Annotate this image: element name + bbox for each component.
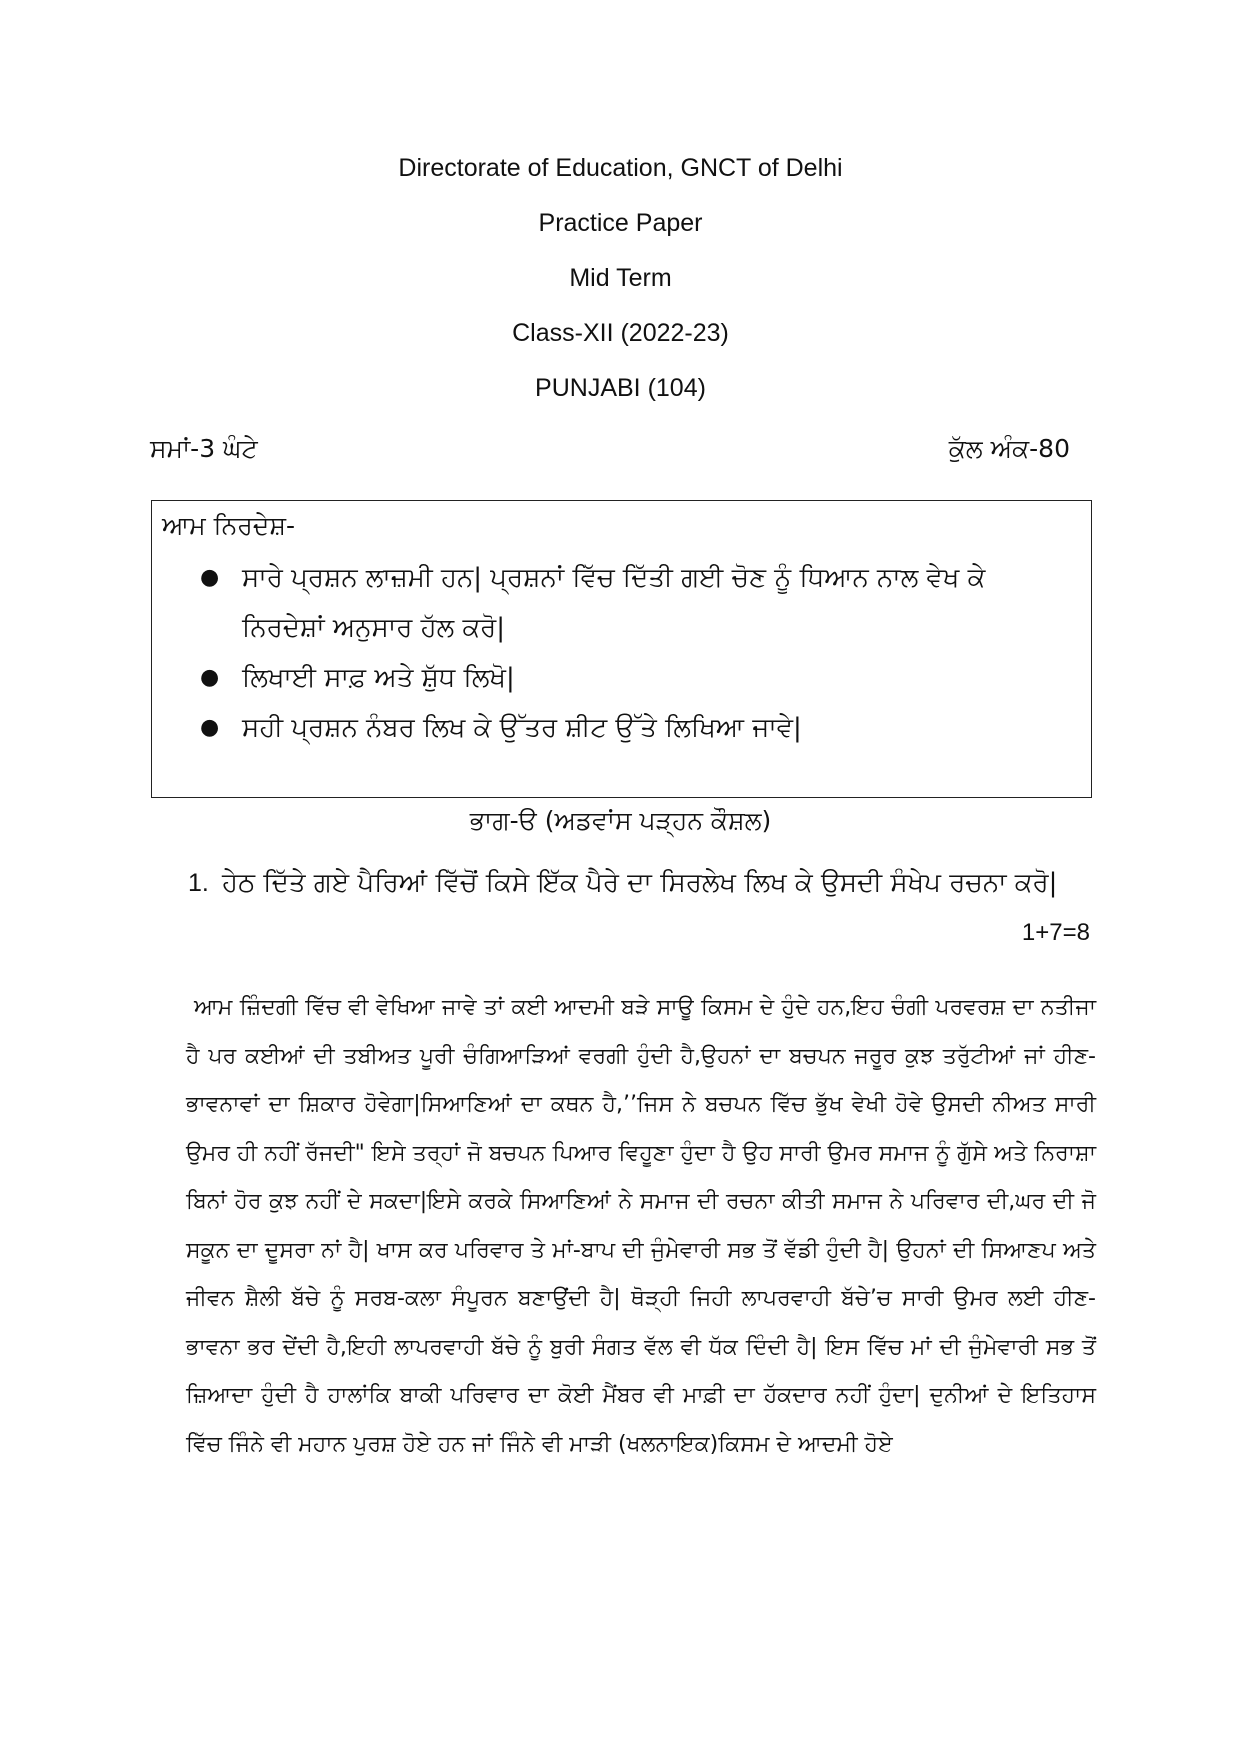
exam-time: ਸਮਾਂ-3 ਘੰਟੇ — [150, 434, 258, 463]
question-marks: 1+7=8 — [1021, 919, 1090, 946]
header-class: Class-XII (2022-23) — [512, 319, 729, 347]
bullet-icon: ● — [200, 665, 220, 690]
reading-passage: ਆਮ ਜ਼ਿੰਦਗੀ ਵਿੱਚ ਵੀ ਵੇਖਿਆ ਜਾਵੇ ਤਾਂ ਕਈ ਆਦਮੀ ਬੜੇ ਸਾਊ ਕਿਸਮ ਦੇ ਹੁੰਦੇ ਹਨ,ਇਹ ਚੰਗੀ ਪਰਵਰਸ਼ ਦਾ ਨਤੀਜਾ ਹੈ ਪਰ ਕਈਆਂ ਦੀ ਤਬੀਅਤ ਪੂਰੀ ਚੰਗਿਆੜਿਆਂ ਵਰਗੀ ਹੁੰਦੀ ਹੈ,ਉਹਨਾਂ ਦਾ ਬਚਪਨ ਜਰੂਰ ਕੁਝ ਤਰੁੱਟੀਆਂ ਜਾਂ ਹੀਣ-ਭਾਵਨਾਵਾਂ ਦਾ ਸ਼ਿਕਾਰ ਹੋਵੇਗਾ|ਸਿਆਣਿਆਂ ਦਾ ਕਥਨ ਹੈ,’’ਜਿਸ ਨੇ ਬਚਪਨ ਵਿੱਚ ਭੁੱਖ ਵੇਖੀ ਹੋਵੇ ਉਸਦੀ ਨੀਅਤ ਸਾਰੀ ਉਮਰ ਹੀ ਨਹੀਂ ਰੱਜਦੀ" ਇਸੇ ਤਰ੍ਹਾਂ ਜੋ ਬਚਪਨ ਪਿਆਰ ਵਿਹੂਣਾ ਹੁੰਦਾ ਹੈ ਉਹ ਸਾਰੀ ਉਮਰ ਸਮਾਜ ਨੂੰ ਗੁੱਸੇ ਅਤੇ ਨਿਰਾਸ਼ਾ ਬਿਨਾਂ ਹੋਰ ਕੁਝ ਨਹੀਂ ਦੇ ਸਕਦਾ|ਇਸੇ ਕਰਕੇ ਸਿਆਣਿਆਂ ਨੇ ਸਮਾਜ ਦੀ ਰਚਨਾ ਕੀਤੀ ਸਮਾਜ ਨੇ ਪਰਿਵਾਰ ਦੀ,ਘਰ ਦੀ ਜੋ ਸਕੂਨ ਦਾ ਦੂਸਰਾ ਨਾਂ ਹੈ| ਖਾਸ ਕਰ ਪਰਿਵਾਰ ਤੇ ਮਾਂ-ਬਾਪ ਦੀ ਜੁੰਮੇਵਾਰੀ ਸਭ ਤੋਂ ਵੱਡੀ ਹੁੰਦੀ ਹੈ| ਉਹਨਾਂ ਦੀ ਸਿਆਣਪ ਅਤੇ ਜੀਵਨ ਸ਼ੈਲੀ ਬੱਚੇ ਨੂੰ ਸਰਬ-ਕਲਾ ਸੰਪੂਰਨ ਬਣਾਉਂਦੀ ਹੈ| ਥੋੜ੍ਹੀ ਜਿਹੀ ਲਾਪਰਵਾਹੀ ਬੱਚੇ’ਚ ਸਾਰੀ ਉਮਰ ਲਈ ਹੀਣ-ਭਾਵਨਾ ਭਰ ਦੇਂਦੀ ਹੈ,ਇਹੀ ਲਾਪਰਵਾਹੀ ਬੱਚੇ ਨੂੰ ਬੁਰੀ ਸੰਗਤ ਵੱਲ ਵੀ ਧੱਕ ਦਿੰਦੀ ਹੈ| ਇਸ ਵਿੱਚ ਮਾਂ ਦੀ ਜੁੰਮੇਵਾਰੀ ਸਭ ਤੋਂ ਜ਼ਿਆਦਾ ਹੁੰਦੀ ਹੈ ਹਾਲਾਂਕਿ ਬਾਕੀ ਪਰਿਵਾਰ ਦਾ ਕੋਈ ਮੈਂਬਰ ਵੀ ਮਾਫ਼ੀ ਦਾ ਹੱਕਦਾਰ ਨਹੀਂ ਹੁੰਦਾ| ਦੁਨੀਆਂ ਦੇ ਇਤਿਹਾਸ ਵਿੱਚ ਜਿੰਨੇ ਵੀ ਮਹਾਨ ਪੁਰਸ਼ ਹੋਏ ਹਨ ਜਾਂ ਜਿੰਨੇ ਵੀ ਮਾੜੀ (ਖਲਨਾਇਕ)ਕਿਸਮ ਦੇ ਆਦਮੀ ਹੋਏ — [186, 995, 1096, 1457]
question-1 — [188, 858, 1090, 946]
header-directorate: Directorate of Education, GNCT of Delhi — [398, 154, 843, 182]
header-subject: PUNJABI (104) — [535, 374, 706, 402]
question-text: ਹੇਠ ਦਿੱਤੇ ਗਏ ਪੈਰਿਆਂ ਵਿੱਚੋਂ ਕਿਸੇ ਇੱਕ ਪੈਰੇ ਦਾ ਸਿਰਲੇਖ ਲਿਖ ਕੇ ਉਸਦੀ ਸੰਖੇਪ ਰਚਨਾ ਕਰੋ| — [222, 868, 1058, 898]
general-instructions-box — [151, 500, 1092, 798]
header-term: Mid Term — [569, 264, 672, 292]
bullet-icon: ● — [200, 565, 220, 590]
instruction-text: ਲਿਖਾਈ ਸਾਫ਼ ਅਤੇ ਸ਼ੁੱਧ ਲਿਖੋ| — [242, 663, 515, 693]
exam-meta-row — [150, 432, 1070, 466]
instruction-text: ਸਾਰੇ ਪ੍ਰਸ਼ਨ ਲਾਜ਼ਮੀ ਹਨ| ਪ੍ਰਸ਼ਨਾਂ ਵਿੱਚ ਦਿੱਤੀ ਗਈ ਚੋਣ ਨੂੰ ਧਿਆਨ ਨਾਲ ਵੇਖ ਕੇ ਨਿਰਦੇਸ਼ਾਂ ਅਨੁਸਾਰ ਹੱਲ ਕਰੋ| — [242, 563, 986, 643]
header-paper-type: Practice Paper — [538, 209, 703, 237]
instruction-text: ਸਹੀ ਪ੍ਰਸ਼ਨ ਨੰਬਰ ਲਿਖ ਕੇ ਉੱਤਰ ਸ਼ੀਟ ਉੱਤੇ ਲਿਖਿਆ ਜਾਵੇ| — [242, 713, 802, 743]
instruction-item — [200, 703, 1070, 753]
bullet-icon: ● — [200, 715, 220, 740]
exam-total-marks: ਕੁੱਲ ਅੰਕ-80 — [948, 434, 1070, 463]
instructions-list — [200, 553, 1070, 753]
instructions-title: ਆਮ ਨਿਰਦੇਸ਼- — [162, 511, 295, 540]
instruction-item — [200, 553, 1070, 653]
question-number: 1. — [188, 869, 209, 897]
section-title: ਭਾਗ-ੳ (ਅਡਵਾਂਸ ਪੜ੍ਹਨ ਕੌਸ਼ਲ) — [469, 806, 772, 835]
instruction-item — [200, 653, 1070, 703]
